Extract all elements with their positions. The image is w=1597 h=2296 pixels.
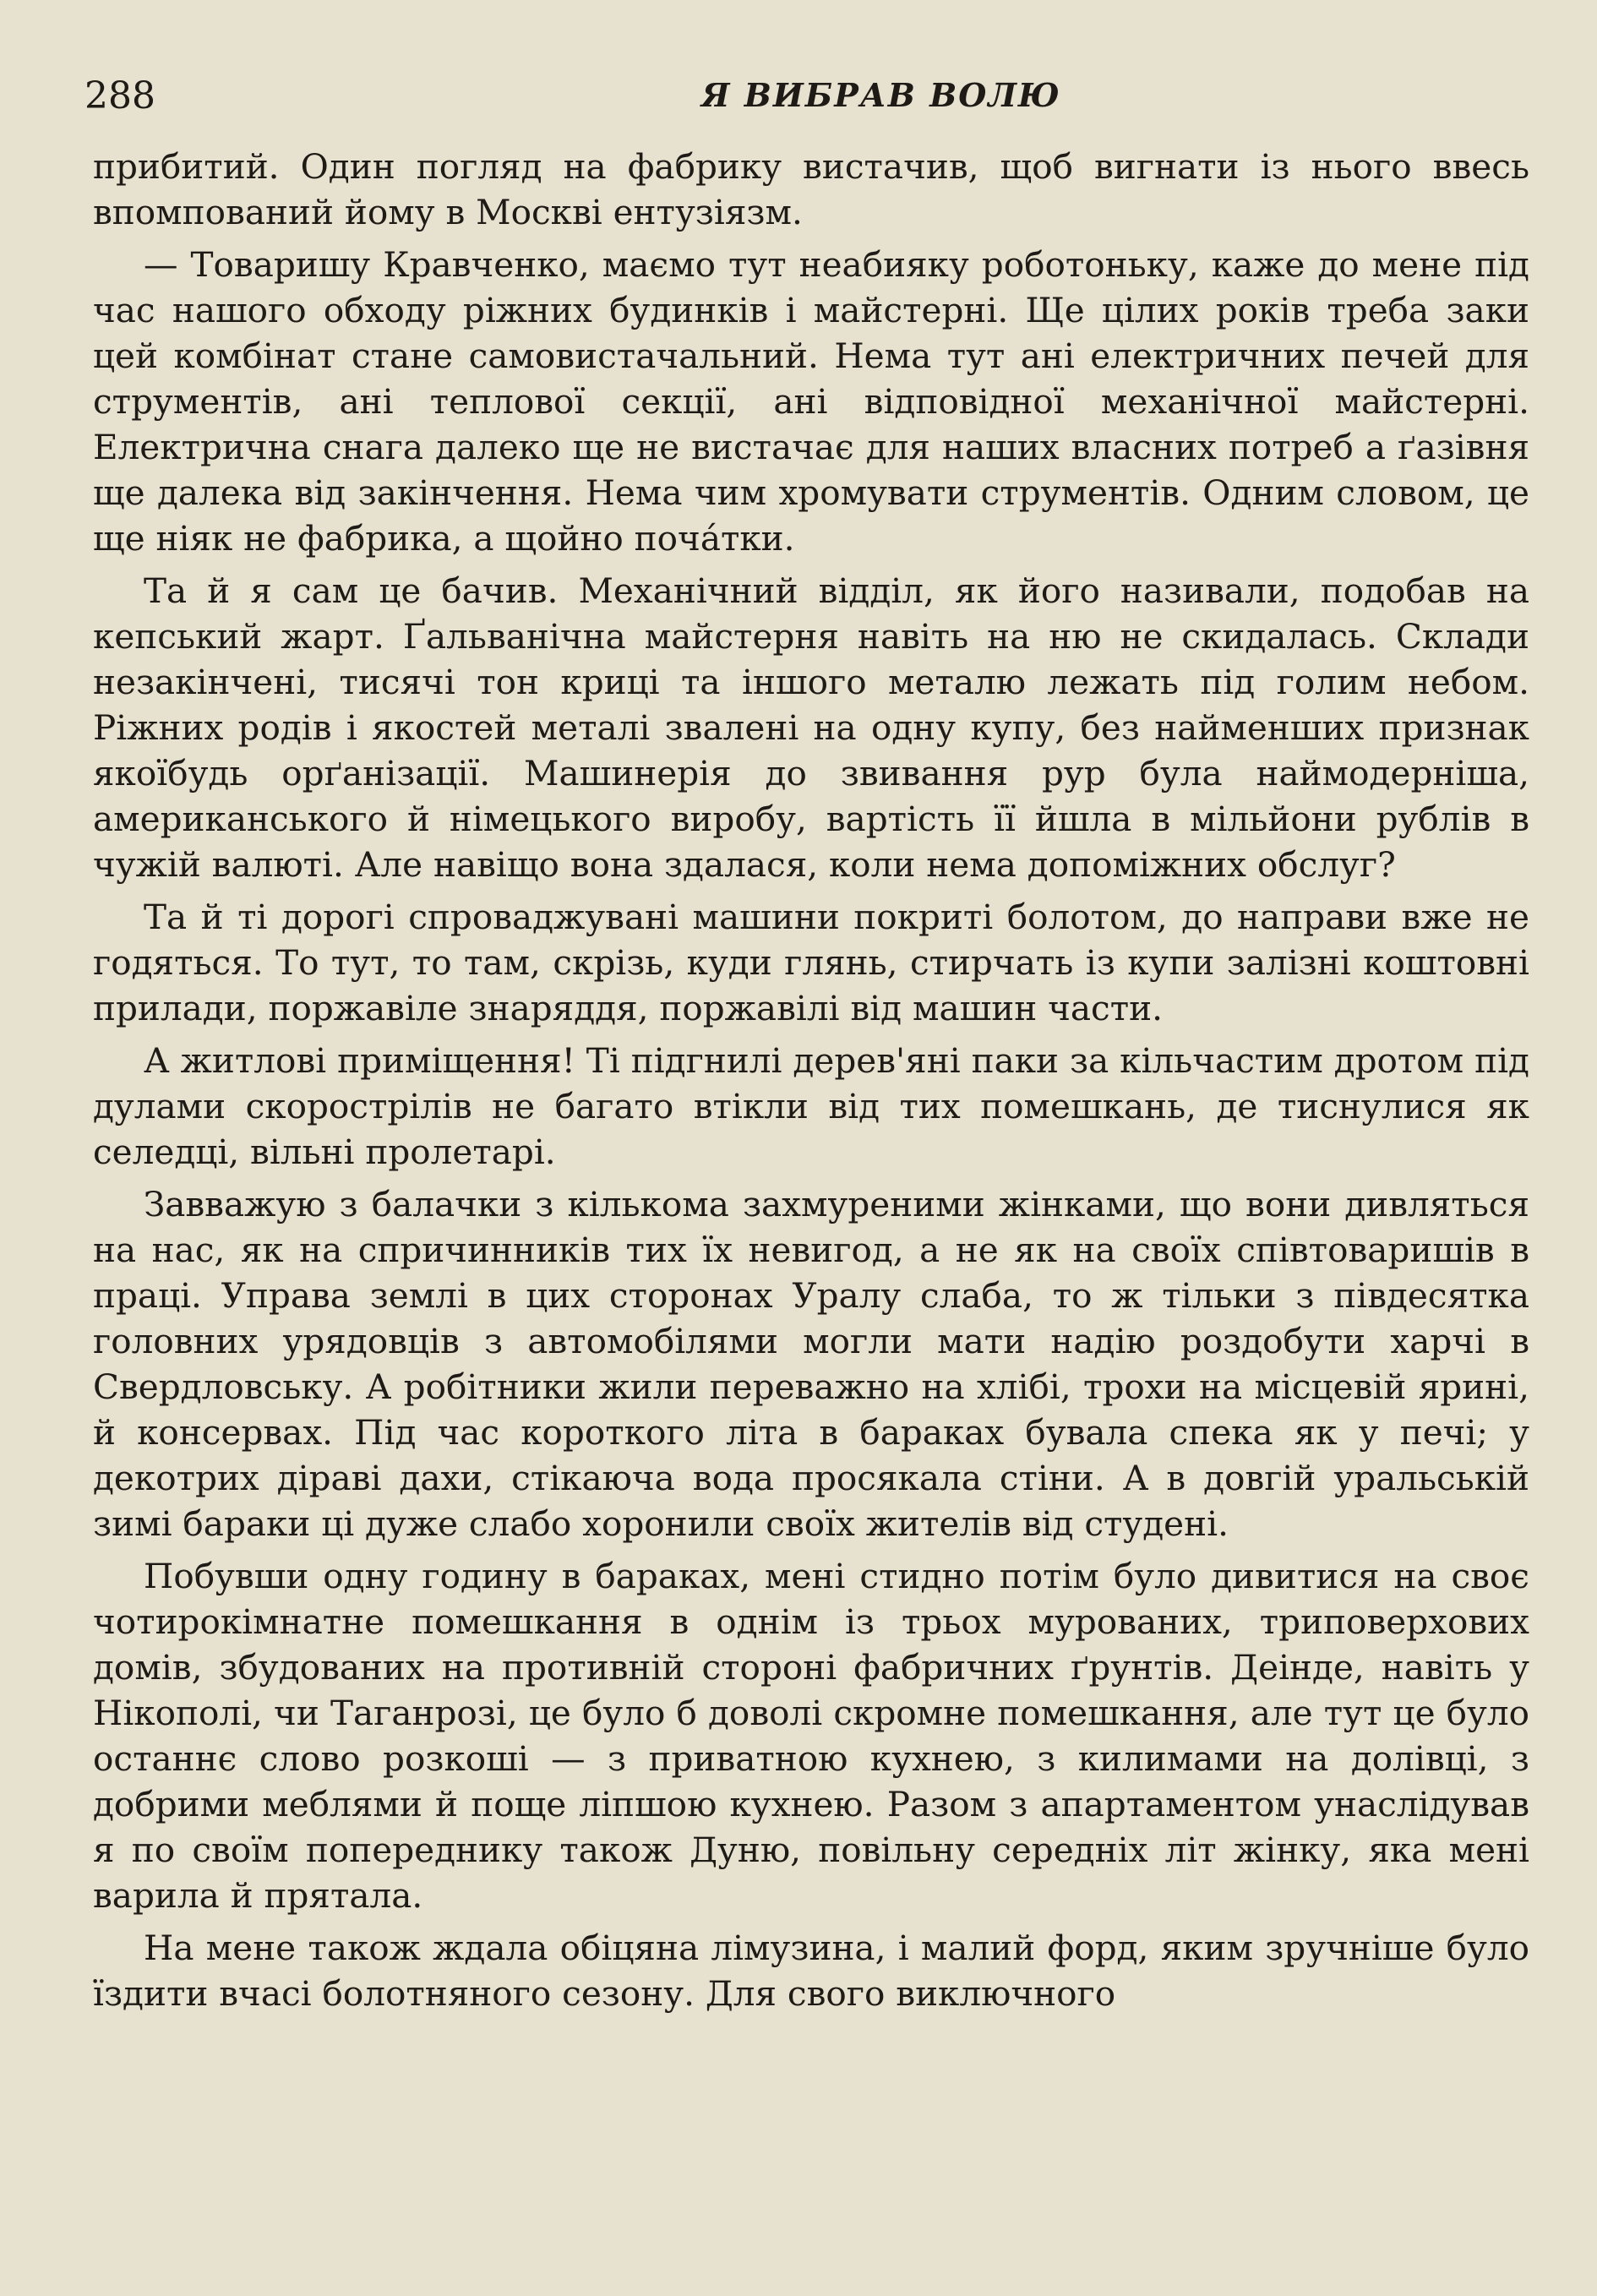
paragraph: прибитий. Один погляд на фабрику вистачив, щоб вигнати із нього ввесь впомпований йому в Москві ентузіязм.: [93, 146, 1529, 232]
paragraph: Та й я сам це бачив. Механічний відділ, як його називали, подобав на кепський жарт. Ґальванічна майстерня навіть на ню не скидалась. Склади незакінчені, тисячі тон криці та іншого металю лежать під голим небом. Ріжних родів і якостей металі звалені на одну купу, без найменших признак якоїбудь орґанізації. Машинерія до звивання рур була наймодерніша, американського й німецького виробу, вартість її йшла в мільйони рублів в чужій валюті. Але навіщо вона здалася, коли нема допоміжних обслуг?: [93, 570, 1529, 885]
running-title: Я ВИБРАВ ВОЛЮ: [701, 76, 1061, 114]
body-text: [93, 144, 1529, 2023]
paragraph: Завважую з балачки з кількома захмуреними жінками, що вони дивляться на нас, як на спричинників тих їх невигод, а не як на своїх співтоваришів в праці. Управа землі в цих сторонах Уралу слаба, то ж тільки з півдесятка головних урядовців з автомобілями могли мати надію роздобути харчі в Свердловську. А робітники жили переважно на хлібі, трохи на місцевій ярині, й консервах. Під час короткого літа в бараках бувала спека як у печі; у декотрих діраві дахи, стікаюча вода просякала стіни. А в довгій уральській зимі бараки ці дуже слабо хоронили своїх жителів від студені.: [93, 1184, 1529, 1544]
page-header: [84, 69, 1529, 120]
paragraph: Та й ті дорогі спроваджувані машини покриті болотом, до направи вже не годяться. То тут, то там, скрізь, куди глянь, стирчать із купи залізні коштовні прилади, поржавіле знаряддя, поржавілі від машин части.: [93, 897, 1529, 1028]
paragraph: А житлові приміщення! Ті підгнилі дерев'яні паки за кільчастим дротом під дулами скорострілів не багато втікли від тих помешкань, де тиснулися як селедці, вільні пролетарі.: [93, 1040, 1529, 1172]
paragraph: На мене також ждала обіцяна лімузина, і малий форд, яким зручніше було їздити вчасі болотняного сезону. Для свого виключного: [93, 1928, 1529, 2014]
paragraph: Побувши одну годину в бараках, мені стидно потім було дивитися на своє чотирокімнатне помешкання в однім із трьох мурованих, триповерхових домів, збудованих на противній стороні фабричних ґрунтів. Деінде, навіть у Нікополі, чи Таганрозі, це було б доволі скромне помешкання, але тут це було останнє слово розкоші — з приватною кухнею, з килимами на долівці, з добрими меблями й поще ліпшою кухнею. Разом з апартаментом унаслідував я по своїм попереднику також Дуню, повільну середніх літ жінку, яка мені варила й прятала.: [93, 1556, 1529, 1916]
paragraph: — Товаришу Кравченко, маємо тут неабияку роботоньку, каже до мене під час нашого обходу ріжних будинків і майстерні. Ще цілих років треба заки цей комбінат стане самовистачальний. Нема тут ані електричних печей для струментів, ані теплової секції, ані відповідної механічної майстерні. Електрична снага далеко ще не вистачає для наших власних потреб а ґазівня ще далека від закінчення. Нема чим хромувати струментів. Одним словом, це ще ніяк не фабрика, а щойно почáтки.: [93, 244, 1529, 559]
page-number: 288: [84, 74, 155, 117]
